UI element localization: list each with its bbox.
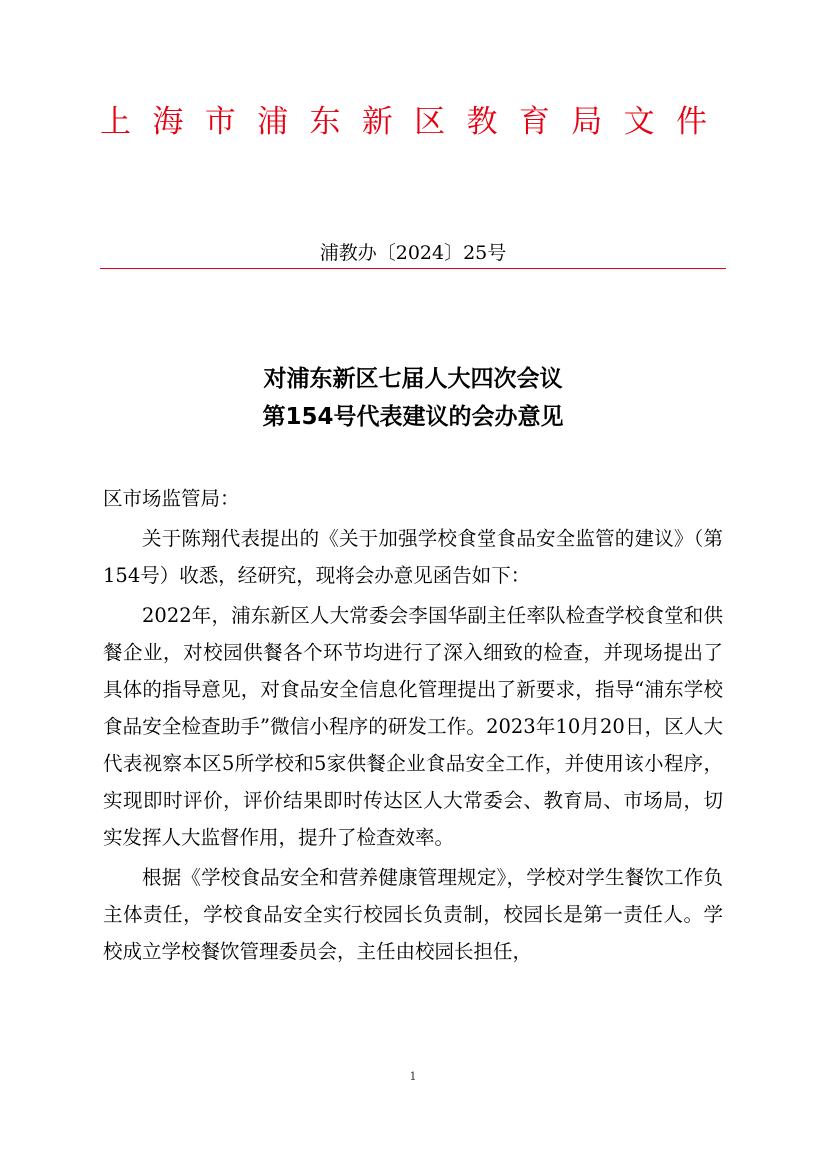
title-line-2: 第154号代表建议的会办意见 bbox=[262, 404, 564, 430]
red-divider bbox=[100, 268, 726, 269]
body-paragraph: 关于陈翔代表提出的《关于加强学校食堂食品安全监管的建议》（第154号）收悉，经研究，现将会办意见函告如下： bbox=[103, 527, 723, 587]
title-line-1: 对浦东新区七届人大四次会议 bbox=[263, 366, 563, 392]
document-number: 浦教办〔2024〕25号 bbox=[319, 242, 507, 264]
document-body bbox=[103, 480, 723, 973]
issuer-header: 上海市浦东新区教育局文件 bbox=[100, 104, 726, 140]
page-number: 1 bbox=[409, 1070, 417, 1083]
salutation: 区市场监管局： bbox=[103, 487, 240, 510]
body-paragraph: 根据《学校食品安全和营养健康管理规定》，学校对学生餐饮工作负主体责任，学校食品安全实行校园长负责制，校园长是第一责任人。学校成立学校餐饮管理委员会，主任由校园长担任， bbox=[103, 866, 723, 963]
document-title bbox=[100, 360, 726, 436]
body-paragraph: 2022年，浦东新区人大常委会李国华副主任率队检查学校食堂和供餐企业，对校园供餐各个环节均进行了深入细致的检查，并现场提出了具体的指导意见，对食品安全信息化管理提出了新要求，指导“浦东学校食品安全检查助手”微信小程序的研发工作。2023年10月20日，区人大代表视察本区5所学校和5家供餐企业食品安全工作，并使用该小程序，实现即时评价，评价结果即时传达区人大常委会、教育局、市场局，切实发挥人大监督作用，提升了检查效率。 bbox=[103, 604, 723, 849]
